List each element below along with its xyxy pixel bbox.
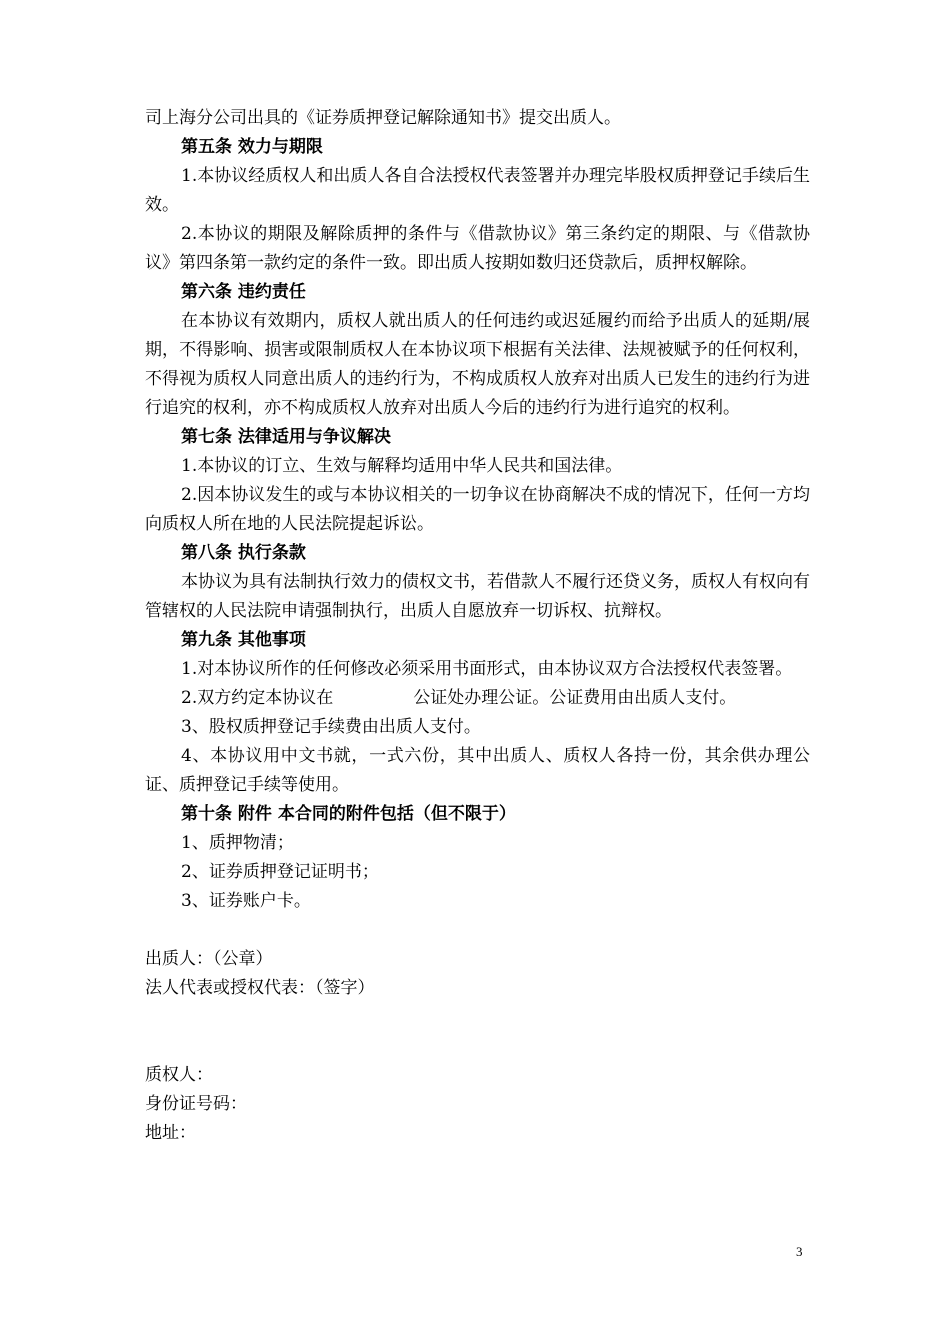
spacer — [145, 916, 810, 945]
article-9-clause-4: 4、本协议用中文书就，一式六份，其中出质人、质权人各持一份，其余供办理公证、质押登记手续等使用。 — [145, 746, 810, 795]
document-body — [145, 104, 810, 1148]
article-6-body: 在本协议有效期内，质权人就出质人的任何违约或迟延履约而给予出质人的延期/展期，不得影响、损害或限制质权人在本协议项下根据有关法律、法规被赋予的任何权利，不得视为质权人同意出质人的违约行为，不构成质权人放弃对出质人已发生的违约行为进行追究的权利，亦不构成质权人放弃对出质人今后的违约行为进行追究的权利。 — [145, 311, 810, 418]
article-5-clause-1: 1.本协议经质权人和出质人各自合法授权代表签署并办理完毕股权质押登记手续后生效。 — [145, 166, 810, 215]
page-number: 3 — [796, 1244, 803, 1259]
article-10-heading: 第十条 附件 本合同的附件包括（但不限于） — [181, 804, 516, 824]
attachment-item-2: 2、证券质押登记证明书； — [181, 862, 379, 882]
id-number-line: 身份证号码： — [145, 1094, 247, 1114]
article-9-clause-2-start: 2.双方约定本协议在 — [181, 688, 334, 708]
pledgor-signature-line: 出质人：（公章） — [145, 949, 273, 969]
article-7-heading: 第七条 法律适用与争议解决 — [181, 427, 391, 447]
address-line: 地址： — [145, 1123, 196, 1143]
article-9-clause-2-end: 公证处办理公证。公证费用由出质人支付。 — [413, 688, 737, 708]
article-5-clause-2: 2.本协议的期限及解除质押的条件与《借款协议》第三条约定的期限、与《借款协议》第四条第一款约定的条件一致。即出质人按期如数归还贷款后，质押权解除。 — [145, 224, 810, 273]
article-8-heading: 第八条 执行条款 — [181, 543, 306, 563]
pledgee-line: 质权人： — [145, 1065, 213, 1085]
article-7-clause-1: 1.本协议的订立、生效与解释均适用中华人民共和国法律。 — [181, 456, 623, 476]
pledgor-representative-line: 法人代表或授权代表：（签字） — [145, 978, 375, 998]
spacer — [145, 1003, 810, 1061]
article-7-clause-2: 2.因本协议发生的或与本协议相关的一切争议在协商解决不成的情况下，任何一方均向质权人所在地的人民法院提起诉讼。 — [145, 485, 810, 534]
article-9-clause-3: 3、股权质押登记手续费由出质人支付。 — [181, 717, 481, 737]
article-5-heading: 第五条 效力与期限 — [181, 137, 323, 157]
article-6-heading: 第六条 违约责任 — [181, 282, 306, 302]
article-8-body: 本协议为具有法制执行效力的债权文书，若借款人不履行还贷义务，质权人有权向有管辖权的人民法院申请强制执行，出质人自愿放弃一切诉权、抗辩权。 — [145, 572, 810, 621]
continued-paragraph: 司上海分公司出具的《证券质押登记解除通知书》提交出质人。 — [145, 108, 621, 128]
article-9-clause-2 — [145, 684, 810, 713]
attachment-item-1: 1、质押物清； — [181, 833, 294, 853]
article-9-heading: 第九条 其他事项 — [181, 630, 306, 650]
article-9-clause-1: 1.对本协议所作的任何修改必须采用书面形式，由本协议双方合法授权代表签署。 — [181, 659, 793, 679]
attachment-item-3: 3、证券账户卡。 — [181, 891, 311, 911]
